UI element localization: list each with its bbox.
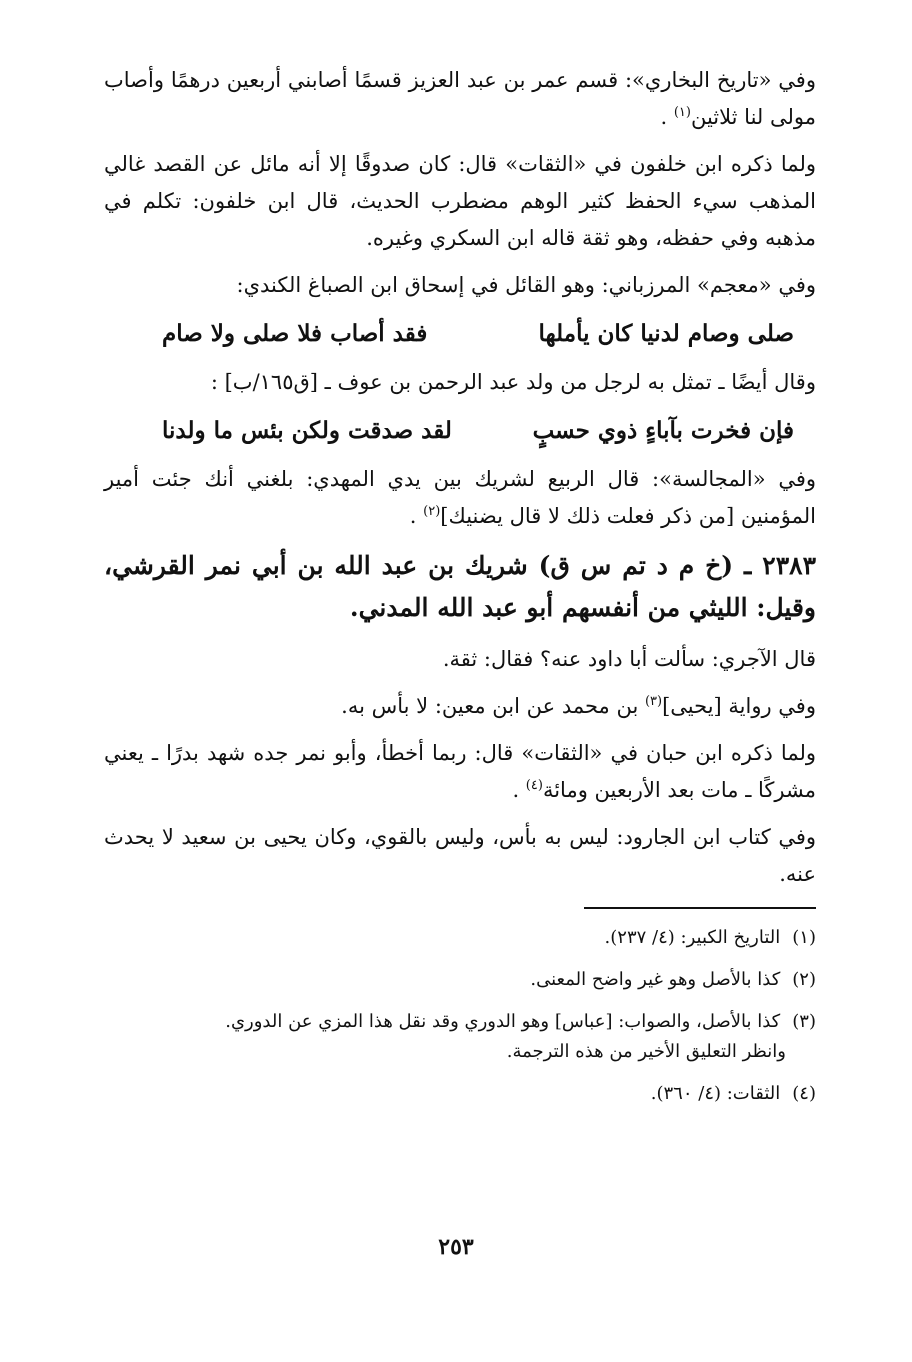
footnote-2: [104, 965, 816, 995]
paragraph-text: وفي «تاريخ البخاري»: قسم عمر بن عبد العزيز قسمًا أصابني أربعين درهمًا وأصاب مولى لنا ثلاثين: [104, 68, 816, 129]
footnote-ref-3: (٣): [644, 694, 663, 709]
entry-heading: ٢٣٨٣ ـ (خ م د تم س ق) شريك بن عبد الله بن أبي نمر القرشي، وقيل: الليثي من أنفسهم أبو عبد الله المدني.: [104, 551, 816, 622]
footnote-ref-1: (١): [673, 105, 691, 120]
verse-1-first-hemistich: صلى وصام لدنيا كان يأملها: [538, 320, 794, 347]
verse-1: [162, 314, 794, 354]
verse-1-second-hemistich: فقد أصاب فلا صلى ولا صام: [162, 320, 428, 347]
page-number: ٢٥٣: [438, 1234, 474, 1260]
paragraph-end: .: [512, 778, 526, 802]
paragraph-end: .: [660, 105, 674, 129]
footnote-number: (٣): [792, 1011, 816, 1032]
paragraph-ibn-khalfun: ولما ذكره ابن خلفون في «الثقات» قال: كان صدوقًا إلا أنه مائل عن القصد غالي المذهب سيء الحفظ كثير الوهم مضطرب الحديث، قال ابن خلفون: تكلم في مذهبه وفي حفظه، وهو ثقة قاله ابن السكري وغيره.: [104, 152, 816, 250]
footnote-text: كذا بالأصل، والصواب: [عباس] وهو الدوري وقد نقل هذا المزي عن الدوري.: [225, 1011, 781, 1032]
paragraph-also-said: وقال أيضًا ـ تمثل به لرجل من ولد عبد الرحمن بن عوف ـ [ق١٦٥/ب] :: [210, 370, 816, 394]
footnote-1: [104, 923, 816, 953]
paragraph-text: وفي «المجالسة»: قال الربيع لشريك بين يدي المهدي: بلغني أنك جئت أمير المؤمنين [من ذكر فعلت ذلك لا قال يضنيك]: [104, 467, 816, 528]
verse-2: [162, 411, 794, 451]
footnote-ref-2: (٢): [423, 504, 441, 519]
footnote-4: [104, 1079, 816, 1109]
paragraph-ibn-jarud: وفي كتاب ابن الجارود: ليس به بأس، وليس بالقوي، وكان يحيى بن سعيد لا يحدث عنه.: [104, 825, 816, 886]
paragraph-marzubani: وفي «معجم» المرزباني: وهو القائل في إسحاق ابن الصباغ الكندي:: [236, 273, 816, 297]
footnote-text: التاريخ الكبير: (٤/ ٢٣٧).: [604, 927, 781, 948]
paragraph-ajurri: قال الآجري: سألت أبا داود عنه؟ فقال: ثقة.: [442, 647, 816, 671]
footnote-number: (٤): [792, 1083, 816, 1104]
verse-2-first-hemistich: فإن فخرت بآباءٍ ذوي حسبٍ: [532, 417, 794, 444]
footnote-ref-4: (٤): [525, 778, 543, 793]
footnote-text: كذا بالأصل وهو غير واضح المعنى.: [530, 969, 781, 990]
footnote-number: (١): [792, 927, 816, 948]
paragraph-bukhari: [104, 62, 816, 136]
paragraph-riwaya: [104, 688, 816, 725]
footnote-text: الثقات: (٤/ ٣٦٠).: [650, 1083, 781, 1104]
paragraph-text: وفي رواية [يحيى]: [662, 694, 816, 718]
footnote-number: (٢): [792, 969, 816, 990]
footnote-3: [104, 1007, 816, 1067]
paragraph-mujalasa: [104, 461, 816, 535]
footnote-continuation: وانظر التعليق الأخير من هذه الترجمة.: [506, 1041, 786, 1062]
footnote-separator: [584, 907, 816, 909]
verse-2-second-hemistich: لقد صدقت ولكن بئس ما ولدنا: [162, 417, 452, 444]
paragraph-text-cont: بن محمد عن ابن معين: لا بأس به.: [341, 694, 645, 718]
paragraph-text: ولما ذكره ابن حبان في «الثقات» قال: ربما أخطأ، وأبو نمر جده شهد بدرًا ـ يعني مشركًا ـ مات بعد الأربعين ومائة: [104, 741, 816, 802]
paragraph-ibn-hibban: [104, 735, 816, 809]
paragraph-end: .: [409, 504, 424, 528]
